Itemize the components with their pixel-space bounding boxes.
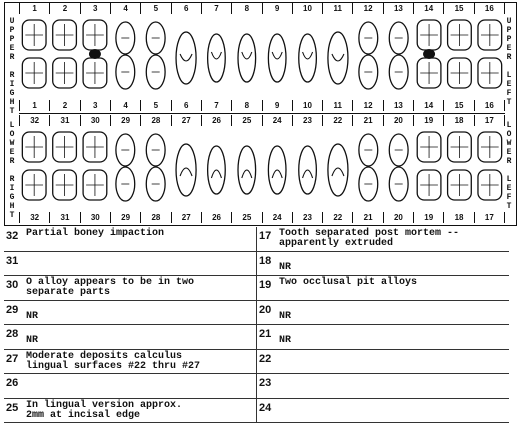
tooth-15	[448, 20, 472, 88]
note-tooth-number: 29	[6, 303, 19, 316]
tooth-number-19: 19	[414, 212, 444, 223]
note-row-28	[4, 325, 256, 350]
tooth-3	[83, 20, 107, 88]
tooth-number-15: 15	[444, 100, 474, 111]
note-text: Tooth separated post mortem -- apparently extruded	[279, 228, 460, 249]
tooth-number-13: 13	[384, 3, 414, 14]
note-tooth-number: 32	[6, 230, 19, 242]
tooth-number-2: 2	[50, 3, 80, 14]
tooth-7	[208, 34, 226, 82]
tooth-number-12: 12	[353, 100, 383, 111]
upper-teeth-diagram	[19, 14, 505, 100]
tooth-number-25: 25	[232, 115, 262, 126]
note-text: O alloy appears to be in two separate parts	[26, 277, 195, 298]
tooth-number-11: 11	[323, 3, 353, 14]
arch-divider	[19, 113, 505, 114]
upper-number-row-bottom	[19, 100, 505, 111]
tooth-21	[359, 134, 378, 201]
tooth-number-7: 7	[202, 100, 232, 111]
tooth-number-26: 26	[202, 212, 232, 223]
upper-number-row-top	[19, 3, 505, 14]
tooth-number-10: 10	[293, 100, 323, 111]
lower-number-row-bottom	[19, 212, 505, 223]
note-tooth-number: 22	[259, 352, 272, 365]
note-row-32	[4, 227, 256, 252]
tooth-number-18: 18	[444, 115, 474, 126]
tooth-8	[238, 34, 256, 82]
note-text: NR	[279, 310, 292, 322]
note-tooth-number: 27	[6, 352, 19, 365]
tooth-number-31: 31	[50, 212, 80, 223]
tooth-29	[116, 134, 135, 201]
note-row-21	[257, 325, 509, 350]
tooth-number-1: 1	[19, 100, 50, 111]
upper-left-label: U P P E R L E F T	[506, 17, 512, 107]
tooth-number-15: 15	[444, 3, 474, 14]
note-row-25	[4, 399, 256, 424]
tooth-number-32: 32	[19, 115, 50, 126]
tooth-number-21: 21	[353, 115, 383, 126]
tooth-27	[176, 144, 196, 196]
note-tooth-number: 24	[259, 401, 272, 414]
tooth-10	[299, 34, 317, 82]
tooth-25	[238, 146, 256, 194]
tooth-number-25: 25	[232, 212, 262, 223]
tooth-number-2: 2	[50, 100, 80, 111]
note-tooth-number: 28	[6, 328, 19, 340]
tooth-number-6: 6	[172, 3, 202, 14]
tooth-13	[389, 22, 408, 89]
tooth-22	[328, 144, 348, 196]
note-row-27	[4, 350, 256, 375]
tooth-11	[328, 32, 348, 84]
note-tooth-number: 26	[6, 377, 19, 389]
lower-number-row-top	[19, 115, 505, 126]
tooth-notes	[4, 227, 517, 423]
tooth-number-18: 18	[444, 212, 474, 223]
tooth-number-28: 28	[141, 212, 171, 223]
tooth-number-14: 14	[414, 100, 444, 111]
note-text: Moderate deposits calculus lingual surfaces #22 thru #27	[26, 350, 201, 372]
note-row-18	[257, 252, 509, 277]
tooth-number-10: 10	[293, 3, 323, 14]
note-text: NR	[279, 335, 292, 346]
note-row-26	[4, 374, 256, 399]
tooth-9	[268, 34, 286, 82]
tooth-14	[417, 20, 441, 88]
note-text: NR	[279, 261, 292, 273]
note-row-17	[257, 227, 509, 252]
tooth-number-20: 20	[384, 115, 414, 126]
tooth-number-24: 24	[263, 115, 293, 126]
tooth-1	[22, 20, 46, 88]
tooth-2	[53, 20, 77, 88]
note-row-19	[257, 276, 509, 301]
tooth-number-4: 4	[111, 3, 141, 14]
tooth-number-14: 14	[414, 3, 444, 14]
lower-teeth-diagram	[19, 126, 505, 212]
tooth-24	[268, 146, 286, 194]
note-row-20	[257, 301, 509, 326]
note-tooth-number: 23	[259, 377, 272, 389]
tooth-number-31: 31	[50, 115, 80, 126]
tooth-number-8: 8	[232, 3, 262, 14]
tooth-number-24: 24	[263, 212, 293, 223]
note-row-23	[257, 374, 509, 399]
lower-right-label: L O W E R R I G H T	[9, 121, 15, 220]
tooth-20	[389, 134, 408, 201]
tooth-number-3: 3	[81, 3, 111, 14]
note-tooth-number: 25	[6, 401, 19, 414]
note-text: Two occlusal pit alloys	[279, 277, 418, 288]
tooth-4	[116, 22, 135, 89]
tooth-28	[146, 134, 165, 201]
tooth-number-22: 22	[323, 115, 353, 126]
tooth-number-23: 23	[293, 212, 323, 223]
tooth-number-22: 22	[323, 212, 353, 223]
tooth-12	[359, 22, 378, 89]
tooth-number-1: 1	[19, 3, 50, 14]
tooth-number-16: 16	[475, 100, 505, 111]
tooth-number-5: 5	[141, 100, 171, 111]
tooth-18	[448, 132, 472, 200]
tooth-number-27: 27	[172, 115, 202, 126]
tooth-number-28: 28	[141, 115, 171, 126]
tooth-number-19: 19	[414, 115, 444, 126]
tooth-number-13: 13	[384, 100, 414, 111]
tooth-number-26: 26	[202, 115, 232, 126]
note-tooth-number: 31	[6, 254, 19, 267]
tooth-number-17: 17	[475, 115, 505, 126]
notes-right-column	[257, 227, 509, 423]
tooth-number-4: 4	[111, 100, 141, 111]
tooth-31	[53, 132, 77, 200]
tooth-number-30: 30	[81, 115, 111, 126]
note-text: NR	[26, 335, 39, 346]
tooth-number-23: 23	[293, 115, 323, 126]
tooth-number-7: 7	[202, 3, 232, 14]
tooth-5	[146, 22, 165, 89]
tooth-23	[299, 146, 317, 194]
tooth-number-17: 17	[475, 212, 505, 223]
upper-right-label: U P P E R R I G H T	[9, 17, 15, 116]
note-tooth-number: 17	[259, 230, 272, 242]
note-tooth-number: 30	[6, 279, 19, 291]
tooth-number-8: 8	[232, 100, 262, 111]
tooth-30	[83, 132, 107, 200]
tooth-number-5: 5	[141, 3, 171, 14]
tooth-26	[208, 146, 226, 194]
notes-left-column	[4, 227, 256, 423]
tooth-number-16: 16	[475, 3, 505, 14]
note-tooth-number: 21	[259, 328, 272, 340]
tooth-number-3: 3	[81, 100, 111, 111]
dental-chart	[4, 2, 517, 226]
tooth-16	[478, 20, 502, 88]
note-row-22	[257, 350, 509, 375]
note-text: In lingual version approx. 2mm at incisal edge	[26, 399, 183, 421]
tooth-number-30: 30	[81, 212, 111, 223]
note-text: NR	[26, 310, 39, 322]
tooth-19	[417, 132, 441, 200]
note-row-24	[257, 399, 509, 424]
note-row-29	[4, 301, 256, 326]
tooth-17	[478, 132, 502, 200]
tooth-number-27: 27	[172, 212, 202, 223]
tooth-6	[176, 32, 196, 84]
tooth-number-20: 20	[384, 212, 414, 223]
note-row-31	[4, 252, 256, 277]
tooth-32	[22, 132, 46, 200]
note-row-30	[4, 276, 256, 301]
note-tooth-number: 18	[259, 254, 272, 267]
tooth-number-21: 21	[353, 212, 383, 223]
note-tooth-number: 19	[259, 279, 272, 291]
tooth-number-29: 29	[111, 212, 141, 223]
note-text: Partial boney impaction	[26, 228, 165, 239]
tooth-number-12: 12	[353, 3, 383, 14]
tooth-number-29: 29	[111, 115, 141, 126]
tooth-number-11: 11	[323, 100, 353, 111]
tooth-number-32: 32	[19, 212, 50, 223]
note-tooth-number: 20	[259, 303, 272, 316]
tooth-number-9: 9	[263, 3, 293, 14]
tooth-number-6: 6	[172, 100, 202, 111]
lower-left-label: L O W E R L E F T	[506, 121, 512, 211]
tooth-number-9: 9	[263, 100, 293, 111]
